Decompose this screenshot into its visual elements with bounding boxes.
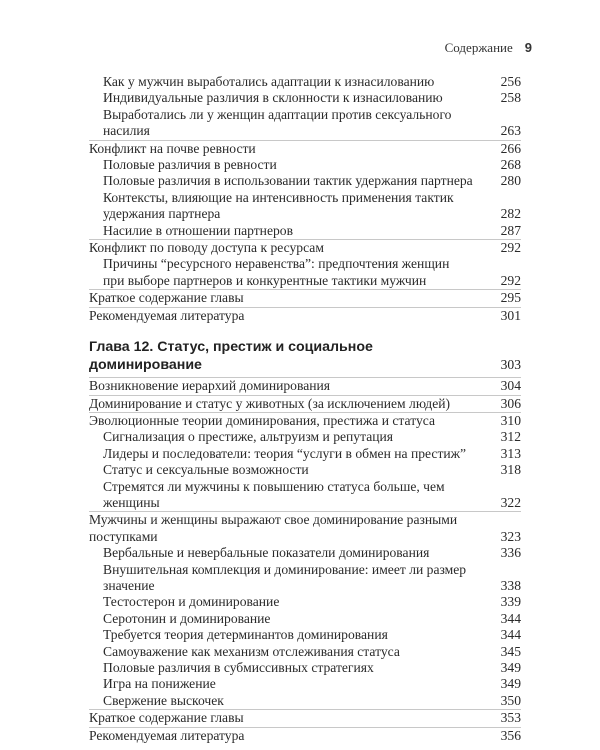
toc-entry [89, 307, 521, 324]
toc-entry-page: 301 [500, 307, 521, 323]
toc-entry-page: 258 [500, 90, 521, 106]
header-section-title: Содержание [444, 40, 513, 55]
toc-entry-page: 280 [500, 173, 521, 189]
toc-entry [89, 693, 521, 709]
toc-entry [89, 511, 521, 545]
toc-entry [89, 256, 521, 289]
toc-entry-page: 263 [500, 123, 521, 139]
toc-entry-page: 353 [500, 710, 521, 726]
toc-entry-page: 350 [500, 692, 521, 708]
toc-entry-title: Насилие в отношении партнеров [103, 222, 294, 238]
toc-entry [89, 627, 521, 643]
toc-entry-page: 344 [500, 610, 521, 626]
toc-entry [89, 289, 521, 306]
toc-entry [89, 173, 521, 189]
toc-entry-page: 338 [500, 577, 521, 593]
toc-entry [89, 412, 521, 429]
toc-entry-page: 344 [500, 627, 521, 643]
toc-entry-page: 295 [500, 290, 521, 306]
toc-entry-title: Половые различия в субмиссивных стратегиях [103, 660, 374, 675]
toc-section-before [89, 74, 521, 324]
chapter-heading [89, 338, 521, 374]
toc-entry [89, 190, 521, 223]
toc-entry-title: Статус и сексуальные возможности [103, 462, 309, 478]
toc-entry-page: 266 [500, 140, 521, 156]
toc-entry-title: Конфликт по поводу доступа к ресурсам [89, 240, 324, 256]
toc-entry [89, 479, 521, 512]
toc-entry [89, 223, 521, 239]
toc-entry-title: Требуется теория детерминантов доминирования [103, 627, 388, 643]
toc-entry-page: 310 [500, 412, 521, 428]
toc-entry-title: Краткое содержание главы [89, 710, 244, 726]
toc-entry-title: Эволюционные теории доминирования, престижа и статуса [89, 412, 435, 428]
toc-entry [89, 676, 521, 692]
toc-entry-page: 356 [500, 727, 521, 743]
toc-entry [89, 446, 521, 462]
toc-entry-title: Половые различия в ревности [103, 157, 277, 173]
toc-entry [89, 239, 521, 256]
toc-entry-title: Половые различия в использовании тактик удержания партнера [103, 173, 473, 189]
toc-entry-title: Сигнализация о престиже, альтруизм и репутация [103, 429, 394, 445]
toc-entry-title: Как у мужчин выработались адаптации к изнасилованию [103, 74, 435, 89]
chapter-title: Глава 12. Статус, престиж и социальное доминирование [89, 339, 373, 374]
chapter-page-number: 303 [500, 357, 521, 373]
running-header [445, 40, 532, 56]
toc-entry-title: Серотонин и доминирование [103, 610, 271, 626]
toc-entry-title: Игра на понижение [103, 676, 216, 692]
toc-entry-page: 339 [500, 594, 521, 610]
toc-entry [89, 545, 521, 561]
toc-entry [89, 377, 521, 394]
toc-entry-title: Тестостерон и доминирование [103, 594, 280, 610]
toc-entry [89, 644, 521, 660]
toc-entry-page: 304 [500, 378, 521, 394]
toc-entry-page: 349 [500, 676, 521, 692]
toc-entry [89, 727, 521, 744]
toc-entry-title: Возникновение иерархий доминирования [89, 378, 331, 394]
toc-entry-page: 306 [500, 395, 521, 411]
toc-entry-page: 349 [500, 660, 521, 675]
toc-entry-title: Мужчины и женщины выражают свое доминирование разными поступками [89, 512, 458, 544]
toc-entry [89, 594, 521, 610]
toc-entry-title: Конфликт на почве ревности [89, 140, 256, 156]
toc-entry [89, 157, 521, 173]
toc-entry-title: Доминирование и статус у животных (за исключением людей) [89, 395, 451, 411]
toc-entry-title: Внушительная комплекция и доминирование: имеет ли размер значение [103, 561, 467, 593]
toc-entry-page: 312 [500, 429, 521, 445]
toc-entry [89, 107, 521, 140]
toc-entry [89, 611, 521, 627]
toc-entry-page: 287 [500, 222, 521, 238]
toc-entry [89, 709, 521, 726]
toc-entry-title: Вербальные и невербальные показатели доминирования [103, 545, 430, 561]
toc-entry-page: 256 [500, 74, 521, 89]
toc-entry-title: Стремятся ли мужчины к повышению статуса больше, чем женщины [103, 478, 445, 510]
toc-entry-page: 336 [500, 545, 521, 561]
toc-entry-title: Выработались ли у женщин адаптации против сексуального насилия [103, 106, 452, 139]
toc-entry [89, 395, 521, 412]
toc-entry-page: 323 [500, 528, 521, 544]
toc-entry-page: 282 [500, 206, 521, 222]
toc-entry [89, 74, 521, 90]
toc-entry-title: Рекомендуемая литература [89, 307, 245, 323]
toc-section-after [89, 377, 521, 744]
header-page-number: 9 [524, 40, 532, 55]
toc-entry-page: 292 [500, 272, 521, 288]
toc-entry-title: Причины “ресурсного неравенства”: предпочтения женщин при выборе партнеров и конкурентные тактики мужчин [103, 256, 450, 288]
toc-entry-page: 313 [500, 445, 521, 461]
toc-entry-title: Рекомендуемая литература [89, 727, 245, 743]
toc-entry-page: 318 [500, 462, 521, 478]
toc-entry [89, 660, 521, 676]
toc-entry-title: Контексты, влияющие на интенсивность применения тактик удержания партнера [103, 189, 454, 222]
toc-entry-page: 322 [500, 494, 521, 510]
toc-entry-page: 292 [500, 240, 521, 256]
toc-entry-page: 345 [500, 643, 521, 659]
toc-entry-page: 268 [500, 157, 521, 173]
toc-entry [89, 90, 521, 106]
toc-entry-title: Лидеры и последователи: теория “услуги в обмен на престиж” [103, 445, 467, 461]
toc-entry-title: Краткое содержание главы [89, 290, 244, 306]
toc-entry [89, 562, 521, 595]
table-of-contents [89, 74, 521, 744]
toc-entry-title: Свержение выскочек [103, 692, 224, 708]
toc-entry [89, 140, 521, 157]
toc-entry [89, 462, 521, 478]
toc-entry-title: Индивидуальные различия в склонности к изнасилованию [103, 90, 443, 106]
toc-entry [89, 429, 521, 445]
toc-entry-title: Самоуважение как механизм отслеживания статуса [103, 643, 400, 659]
